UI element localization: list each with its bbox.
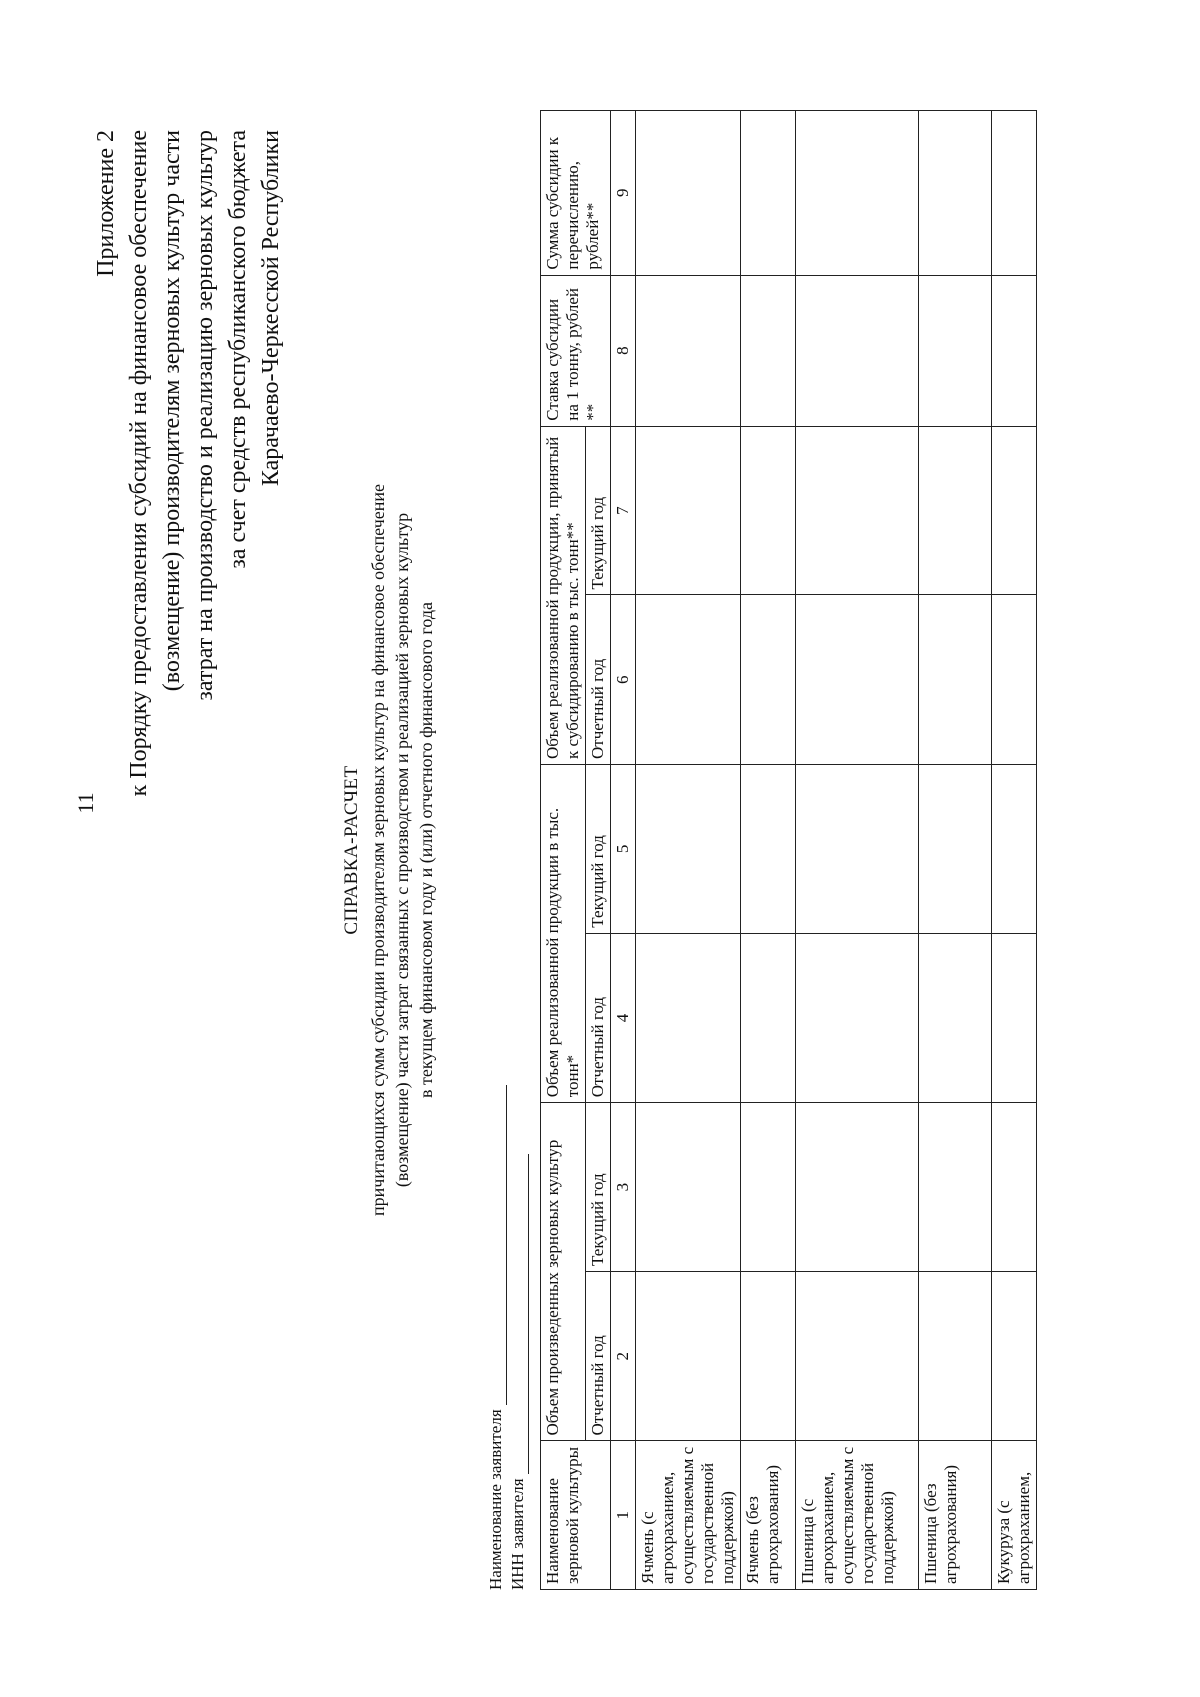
table-row — [741, 111, 796, 1590]
subheader-reporting: Отчетный год — [586, 1271, 611, 1441]
table-cell[interactable] — [796, 275, 919, 426]
appendix-line: к Порядку предоставления субсидий на финансовое обеспечение — [126, 130, 152, 797]
applicant-name-label: Наименование заявителя — [486, 1409, 505, 1590]
crop-name: Пшеница (с агрохраханием, осуществляемым с государственной поддержкой) — [796, 1441, 919, 1590]
table-cell[interactable] — [741, 426, 796, 595]
table-cell[interactable] — [636, 764, 741, 933]
crop-name: Ячмень (без агрохрахования) — [741, 1441, 796, 1590]
header-sold-volume: Объем реализованной продукции в тыс. тонн* — [541, 764, 586, 1102]
table-cell[interactable] — [636, 275, 741, 426]
table-cell[interactable] — [636, 1271, 741, 1441]
table-cell[interactable] — [741, 764, 796, 933]
table-cell[interactable] — [741, 595, 796, 765]
table-cell[interactable] — [741, 275, 796, 426]
header-rate: Ставка субсидии на 1 тонну, рублей ** — [541, 275, 611, 426]
title-line: в текущем финансовом году и (или) отчетного финансового года — [416, 602, 436, 1099]
table-cell[interactable] — [741, 1103, 796, 1272]
table-cell[interactable] — [796, 764, 919, 933]
table-cell[interactable] — [919, 764, 992, 933]
crop-name: Ячмень (с агрохраханием, осуществляемым с государственной поддержкой) — [636, 1441, 741, 1590]
column-number: 3 — [611, 1103, 636, 1272]
table-cell[interactable] — [796, 1103, 919, 1272]
crop-name: Кукуруза (с агрохраханием, — [992, 1441, 1037, 1590]
table-cell[interactable] — [636, 933, 741, 1103]
column-number: 8 — [611, 275, 636, 426]
table-cell[interactable] — [796, 111, 919, 276]
column-number: 9 — [611, 111, 636, 276]
subheader-current: Текущий год — [586, 764, 611, 933]
table-cell[interactable] — [919, 275, 992, 426]
header-produced-volume: Объем произведенных зерновых культур — [541, 1103, 586, 1441]
subheader-reporting: Отчетный год — [586, 933, 611, 1103]
appendix-line: Карачаево-Черкесской Республики — [258, 130, 284, 487]
table-cell[interactable] — [796, 595, 919, 765]
table-cell[interactable] — [919, 595, 992, 765]
table-cell[interactable] — [992, 933, 1037, 1103]
header-accepted-volume: Объем реализованной продукции, принятый к субсидированию в тыс. тонн** — [541, 426, 586, 764]
column-number: 7 — [611, 426, 636, 595]
page-number: 11 — [73, 792, 98, 814]
table-cell[interactable] — [992, 111, 1037, 276]
table-row — [636, 111, 741, 1590]
table-cell[interactable] — [741, 111, 796, 276]
appendix-line: за счет средств республиканского бюджета — [225, 130, 251, 569]
table-cell[interactable] — [992, 595, 1037, 765]
column-number: 2 — [611, 1271, 636, 1441]
table-cell[interactable] — [796, 426, 919, 595]
table-cell[interactable] — [796, 1271, 919, 1441]
table-cell[interactable] — [919, 1271, 992, 1441]
table-cell[interactable] — [636, 111, 741, 276]
appendix-line: (возмещение) производителям зерновых культур части — [159, 130, 185, 692]
table-cell[interactable] — [992, 275, 1037, 426]
table-row — [919, 111, 992, 1590]
title-line: причитающихся сумм субсидии производителям зерновых культур на финансовое обеспечение — [368, 484, 388, 1216]
column-number: 4 — [611, 933, 636, 1103]
column-numbers-row — [611, 111, 636, 1590]
table-cell[interactable] — [636, 426, 741, 595]
subheader-current: Текущий год — [586, 426, 611, 595]
document-title — [340, 70, 438, 1630]
table-cell[interactable] — [919, 111, 992, 276]
table-cell[interactable] — [919, 1103, 992, 1272]
table-row — [796, 111, 919, 1590]
appendix-line: затрат на производство и реализацию зерновых культур — [192, 130, 218, 701]
header-amount: Сумма субсидии к перечислению, рублей** — [541, 111, 611, 276]
appendix-line: Приложение 2 — [93, 130, 119, 277]
table-cell[interactable] — [636, 595, 741, 765]
header-crop-name: Наименование зерновой культуры — [541, 1441, 611, 1590]
table-cell[interactable] — [741, 933, 796, 1103]
table-row — [992, 111, 1037, 1590]
subheader-reporting: Отчетный год — [586, 595, 611, 765]
column-number: 6 — [611, 595, 636, 765]
title-head: СПРАВКА-РАСЧЕТ — [341, 765, 362, 935]
crop-name: Пшеница (без агрохрахования) — [919, 1441, 992, 1590]
applicant-inn-field[interactable] — [510, 1154, 529, 1474]
table-cell[interactable] — [992, 764, 1037, 933]
column-number: 5 — [611, 764, 636, 933]
table-cell[interactable] — [992, 1271, 1037, 1441]
table-cell[interactable] — [636, 1103, 741, 1272]
rotated-sheet — [60, 70, 1070, 1630]
table-cell[interactable] — [992, 426, 1037, 595]
table-cell[interactable] — [796, 933, 919, 1103]
title-line: (возмещение) части затрат связанных с производством и реализацией зерновых культур — [392, 512, 412, 1188]
appendix-header — [90, 130, 288, 1030]
applicant-name-field[interactable] — [488, 1085, 507, 1405]
table-cell[interactable] — [992, 1103, 1037, 1272]
applicant-inn-label: ИНН заявителя — [508, 1478, 527, 1590]
column-number: 1 — [611, 1441, 636, 1590]
table-cell[interactable] — [919, 426, 992, 595]
subheader-current: Текущий год — [586, 1103, 611, 1272]
table-cell[interactable] — [919, 933, 992, 1103]
table-cell[interactable] — [741, 1271, 796, 1441]
applicant-block — [485, 1085, 529, 1590]
subsidy-table — [540, 110, 1037, 1590]
